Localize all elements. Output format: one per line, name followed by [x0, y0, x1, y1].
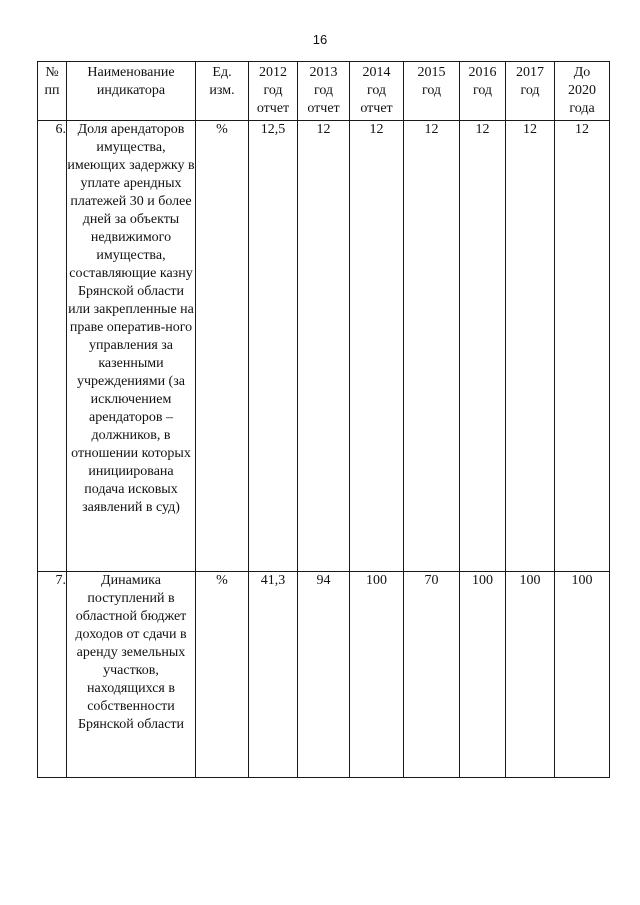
- value-2013: 12: [298, 121, 350, 572]
- header-year-2017: 2017 год: [506, 62, 555, 121]
- value-2012: 41,3: [249, 572, 298, 778]
- header-year-2013: 2013 год отчет: [298, 62, 350, 121]
- header-year-2015: 2015 год: [404, 62, 460, 121]
- header-year-2014: 2014 год отчет: [350, 62, 404, 121]
- value-2016: 12: [460, 121, 506, 572]
- value-until-2020: 100: [555, 572, 610, 778]
- table-row: [38, 121, 610, 572]
- header-year-2012: 2012 год отчет: [249, 62, 298, 121]
- header-until-2020: До 2020 года: [555, 62, 610, 121]
- table-header-row: [38, 62, 610, 121]
- header-name: Наименование индикатора: [67, 62, 196, 121]
- value-2014: 12: [350, 121, 404, 572]
- indicator-name: Доля арендаторов имущества, имеющих задержку в уплате арендных платежей 30 и более дней за объекты недвижимого имущества, составляющие казну Брянской области или закрепленные на праве оператив-ного управления за казенными учреждениями (за исключением арендаторов – должников, в отношении которых инициирована подача исковых заявлений в суд): [67, 121, 196, 572]
- value-2017: 100: [506, 572, 555, 778]
- unit-cell: %: [196, 572, 249, 778]
- header-year-2016: 2016 год: [460, 62, 506, 121]
- value-2014: 100: [350, 572, 404, 778]
- value-2015: 12: [404, 121, 460, 572]
- indicator-name: Динамика поступлений в областной бюджет доходов от сдачи в аренду земельных участков, находящихся в собственности Брянской области: [67, 572, 196, 778]
- value-2015: 70: [404, 572, 460, 778]
- value-2013: 94: [298, 572, 350, 778]
- row-number: 7.: [38, 572, 67, 778]
- indicators-table: [37, 61, 610, 778]
- row-number: 6.: [38, 121, 67, 572]
- value-until-2020: 12: [555, 121, 610, 572]
- value-2012: 12,5: [249, 121, 298, 572]
- unit-cell: %: [196, 121, 249, 572]
- value-2016: 100: [460, 572, 506, 778]
- header-unit: Ед. изм.: [196, 62, 249, 121]
- value-2017: 12: [506, 121, 555, 572]
- header-num: № пп: [38, 62, 67, 121]
- page-number: 16: [312, 32, 328, 47]
- table-row: [38, 572, 610, 778]
